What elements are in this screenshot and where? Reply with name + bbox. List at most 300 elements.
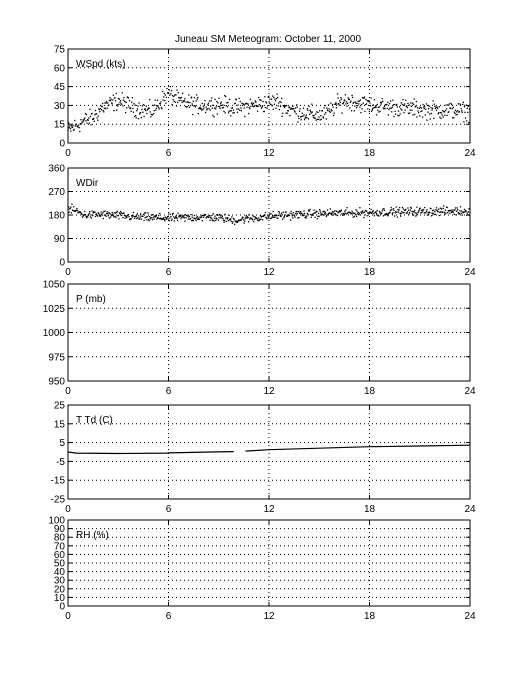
data-point [222,107,223,108]
data-point [257,111,258,112]
data-point [164,219,165,220]
data-point [113,95,114,96]
data-point [193,217,194,218]
data-point [323,214,324,215]
data-point [358,101,359,102]
data-point [441,112,442,113]
data-point [319,110,320,111]
data-point [131,111,132,112]
data-point [231,216,232,217]
data-point [244,107,245,108]
data-point [315,217,316,218]
data-point [139,218,140,219]
data-point [85,215,86,216]
data-point [244,222,245,223]
data-point [430,118,431,119]
data-point [273,217,274,218]
data-point [163,217,164,218]
data-point [223,222,224,223]
data-point [113,215,114,216]
data-point [380,102,381,103]
data-point [140,112,141,113]
data-point [136,117,137,118]
data-point [234,224,235,225]
x-tick-label: 0 [65,611,71,622]
data-point [96,117,97,118]
data-point [86,123,87,124]
data-point [123,212,124,213]
data-point [374,215,375,216]
data-point [425,109,426,110]
data-point [112,213,113,214]
data-point [361,104,362,105]
data-point [436,110,437,111]
data-point [460,108,461,109]
data-point [253,103,254,104]
data-point [102,214,103,215]
data-point [337,93,338,94]
data-point [104,210,105,211]
data-point [330,112,331,113]
data-point [403,112,404,113]
panel-label: RH (%) [76,530,109,541]
data-point [165,103,166,104]
data-point [333,115,334,116]
data-point [431,213,432,214]
data-point [192,114,193,115]
data-point [279,101,280,102]
data-point [133,103,134,104]
data-point [373,213,374,214]
data-point [312,111,313,112]
data-point [401,213,402,214]
data-point [331,110,332,111]
data-point [101,109,102,110]
data-point [117,104,118,105]
data-point [302,115,303,116]
data-point [322,211,323,212]
data-point [345,209,346,210]
data-point [444,115,445,116]
data-point [146,216,147,217]
data-point [153,113,154,114]
data-point [268,216,269,217]
data-point [160,103,161,104]
data-point [180,218,181,219]
data-point [392,212,393,213]
data-point [81,123,82,124]
data-point [298,118,299,119]
panel-3 [51,401,476,516]
data-point [465,210,466,211]
data-point [460,104,461,105]
data-point [299,212,300,213]
data-point [191,220,192,221]
data-point [291,213,292,214]
data-point [252,106,253,107]
data-point [419,209,420,210]
data-point [124,101,125,102]
data-point [205,112,206,113]
data-point [290,219,291,220]
data-point [176,89,177,90]
data-point [458,103,459,104]
data-point [302,215,303,216]
data-point [229,99,230,100]
data-point [301,116,302,117]
data-point [341,210,342,211]
data-point [403,208,404,209]
data-point [203,108,204,109]
data-point [69,127,70,128]
data-point [421,107,422,108]
data-point [376,114,377,115]
data-point [426,209,427,210]
data-point [184,98,185,99]
data-point [226,105,227,106]
data-point [232,112,233,113]
data-point [197,219,198,220]
data-point [425,212,426,213]
data-point [313,117,314,118]
data-point [441,208,442,209]
data-point [457,209,458,210]
data-point [337,97,338,98]
data-point [456,111,457,112]
data-point [432,100,433,101]
data-point [259,219,260,220]
data-point [318,213,319,214]
data-point [427,112,428,113]
data-point [241,218,242,219]
data-point [147,212,148,213]
data-point [407,211,408,212]
y-tick-label: 40 [53,567,65,579]
data-point [228,111,229,112]
data-point [383,208,384,209]
data-point [320,119,321,120]
data-point [261,216,262,217]
data-point [176,218,177,219]
data-point [137,108,138,109]
data-point [97,120,98,121]
data-point [440,118,441,119]
data-point [248,221,249,222]
data-point [350,100,351,101]
data-point [382,98,383,99]
data-point [277,97,278,98]
data-point [407,103,408,104]
data-point [268,96,269,97]
data-point [109,213,110,214]
data-point [185,101,186,102]
data-point [114,216,115,217]
data-point [318,216,319,217]
data-point [199,107,200,108]
data-point [379,211,380,212]
data-point [400,216,401,217]
data-point [413,215,414,216]
data-point [355,101,356,102]
data-point [454,214,455,215]
data-point [211,100,212,101]
data-point [427,105,428,106]
data-point [243,104,244,105]
data-point [90,124,91,125]
data-point [416,101,417,102]
data-point [217,113,218,114]
data-point [341,112,342,113]
data-point [115,100,116,101]
data-point [294,215,295,216]
data-point [173,96,174,97]
data-point [72,125,73,126]
data-point [298,211,299,212]
data-point [219,215,220,216]
data-point [105,214,106,215]
data-point [318,116,319,117]
data-point [289,115,290,116]
data-point [145,108,146,109]
x-tick-label: 18 [363,611,376,622]
data-point [426,120,427,121]
data-point [266,218,267,219]
data-point [462,112,463,113]
data-point [195,220,196,221]
data-point [399,106,400,107]
data-point [260,100,261,101]
data-point [294,216,295,217]
data-point [468,106,469,107]
data-point [292,106,293,107]
data-point [214,218,215,219]
data-point [453,209,454,210]
data-point [335,102,336,103]
data-point [283,217,284,218]
data-point [317,218,318,219]
data-point [450,103,451,104]
data-point [285,113,286,114]
data-point [221,102,222,103]
data-point [237,104,238,105]
data-point [85,113,86,114]
data-point [304,213,305,214]
data-point [326,108,327,109]
data-point [150,217,151,218]
y-tick-label: 180 [48,210,65,222]
data-point [254,216,255,217]
data-point [184,220,185,221]
data-point [69,212,70,213]
data-point [351,95,352,96]
data-point [342,103,343,104]
data-point [343,102,344,103]
data-point [219,106,220,107]
data-point [358,212,359,213]
data-point [128,97,129,98]
data-point [121,104,122,105]
data-point [137,105,138,106]
data-point [211,215,212,216]
data-point [422,117,423,118]
data-point [462,104,463,105]
data-point [263,101,264,102]
data-point [152,219,153,220]
data-point [214,215,215,216]
x-tick-label: 6 [165,267,172,278]
data-point [324,114,325,115]
data-point [218,106,219,107]
data-point [131,102,132,103]
data-point [421,210,422,211]
data-point [354,213,355,214]
data-point [320,212,321,213]
data-point [437,108,438,109]
data-point [170,93,171,94]
data-point [355,103,356,104]
data-point [420,107,421,108]
data-point [274,216,275,217]
data-point [270,218,271,219]
data-point [95,110,96,111]
data-point [160,101,161,102]
data-point [175,217,176,218]
data-point [254,219,255,220]
data-point [244,116,245,117]
data-point [133,212,134,213]
data-point [379,111,380,112]
data-point [225,214,226,215]
data-point [377,210,378,211]
panel-2 [43,280,476,398]
data-point [379,106,380,107]
data-point [287,216,288,217]
data-point [423,209,424,210]
data-point [154,110,155,111]
data-point [224,95,225,96]
data-point [316,111,317,112]
data-point [91,217,92,218]
data-point [421,212,422,213]
x-tick-label: 12 [263,386,275,397]
data-point [438,112,439,113]
data-point [227,102,228,103]
data-point [435,108,436,109]
data-point [245,218,246,219]
data-point [206,106,207,107]
x-tick-label: 0 [65,386,71,397]
data-point [416,207,417,208]
data-point [118,218,119,219]
data-point [193,101,194,102]
data-point [155,216,156,217]
data-point [418,112,419,113]
data-point [449,213,450,214]
data-point [284,214,285,215]
data-point [364,111,365,112]
data-point [272,95,273,96]
data-point [104,214,105,215]
data-point [370,212,371,213]
data-point [68,206,69,207]
data-point [118,98,119,99]
data-point [121,215,122,216]
data-point [359,207,360,208]
data-point [126,102,127,103]
data-point [231,221,232,222]
data-point [209,109,210,110]
data-point [115,93,116,94]
data-point [316,211,317,212]
data-point [413,98,414,99]
data-point [316,119,317,120]
data-point [310,214,311,215]
data-point [248,113,249,114]
data-point [356,211,357,212]
data-point [336,211,337,212]
y-tick-label: 100 [48,515,65,527]
y-tick-label: 80 [53,532,65,544]
data-point [275,100,276,101]
data-point [454,113,455,114]
data-point [446,108,447,109]
data-point [143,104,144,105]
data-point [424,108,425,109]
data-point [249,108,250,109]
data-point [196,217,197,218]
data-point [331,213,332,214]
data-point [210,217,211,218]
data-point [225,96,226,97]
data-point [459,210,460,211]
data-point [188,102,189,103]
data-point [303,210,304,211]
data-point [289,215,290,216]
data-point [455,110,456,111]
data-point [269,102,270,103]
data-point [328,104,329,105]
data-point [246,217,247,218]
data-point [289,213,290,214]
data-point [415,106,416,107]
data-point [311,112,312,113]
data-point [292,217,293,218]
data-point [465,117,466,118]
data-point [154,104,155,105]
data-point [400,108,401,109]
data-point [265,107,266,108]
data-point [134,116,135,117]
data-point [249,214,250,215]
data-point [454,111,455,112]
data-point [396,206,397,207]
data-point [164,220,165,221]
data-point [153,217,154,218]
data-point [345,94,346,95]
panel-label: WSpd (kts) [76,59,126,70]
data-point [204,100,205,101]
data-point [401,102,402,103]
data-point [202,215,203,216]
data-point [232,223,233,224]
x-tick-label: 24 [464,267,476,278]
data-point [412,114,413,115]
data-point [468,208,469,209]
data-point [197,98,198,99]
data-point [164,93,165,94]
data-point [221,217,222,218]
data-point [189,107,190,108]
